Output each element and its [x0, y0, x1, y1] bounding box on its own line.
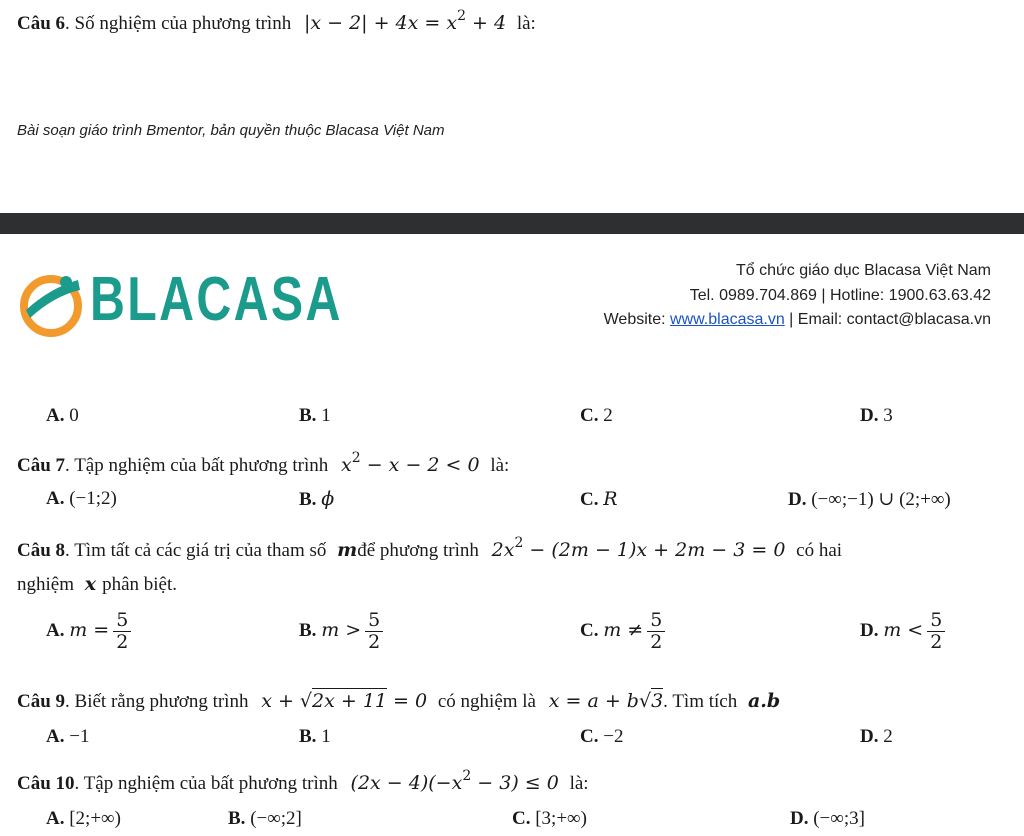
- option-label: D.: [788, 489, 807, 510]
- option-label: D.: [860, 405, 879, 426]
- option-value: (−∞;−1) ∪ (2;+∞): [811, 489, 951, 510]
- option-value: 3: [883, 405, 893, 426]
- option-value: ϕ: [321, 488, 335, 510]
- option-value: −1: [69, 726, 90, 747]
- q10-eq-part-b: − 3) ≤ 0: [471, 772, 559, 794]
- q7-option-a[interactable]: [46, 488, 117, 510]
- question-9-text: . Biết rằng phương trình: [65, 691, 249, 712]
- option-label: A.: [46, 488, 65, 509]
- fraction: [365, 610, 383, 653]
- question-7-equation: [341, 450, 480, 476]
- fraction-numerator: 5: [647, 610, 665, 632]
- option-label: B.: [299, 619, 317, 641]
- question-8-param: m: [337, 539, 358, 561]
- q10-option-d[interactable]: [790, 808, 865, 830]
- question-7-tail: là:: [490, 455, 510, 476]
- header-website-line: [604, 311, 991, 329]
- option-value: 2: [883, 726, 893, 747]
- q8-eq-exponent: 2: [514, 535, 524, 551]
- question-9-text-2: có nghiệm là: [437, 691, 536, 712]
- q7-option-d[interactable]: [788, 488, 951, 511]
- q9-eq-part-a: x +: [261, 690, 300, 712]
- question-8: [17, 535, 843, 562]
- question-6-tail: là:: [516, 13, 536, 34]
- question-10: [17, 768, 589, 795]
- fraction: [927, 610, 945, 653]
- option-label: C.: [580, 726, 599, 747]
- question-9-product: a.b: [747, 690, 781, 712]
- question-9-equation: [261, 690, 427, 712]
- website-label: Website:: [603, 311, 671, 328]
- q10-option-b[interactable]: [228, 808, 302, 830]
- option-value: R: [603, 488, 618, 510]
- q7-option-c[interactable]: [580, 488, 618, 511]
- sqrt-body: 3: [651, 690, 664, 712]
- fraction-denominator: 2: [116, 630, 129, 653]
- option-label: D.: [860, 726, 879, 747]
- question-8-equation: [491, 535, 786, 561]
- question-7: [17, 450, 510, 477]
- option-value: 2: [603, 405, 613, 426]
- question-8-line-2: [17, 573, 177, 596]
- option-label: B.: [228, 808, 246, 829]
- q9-option-a[interactable]: [46, 726, 89, 748]
- question-8-text: . Tìm tất cả các giá trị của tham số: [65, 540, 327, 561]
- option-value: 1: [321, 405, 331, 426]
- option-value: (−∞;2]: [250, 808, 302, 829]
- option-label: A.: [46, 808, 65, 829]
- q8-option-a[interactable]: [46, 610, 131, 653]
- question-8-text-2: để phương trình: [357, 540, 479, 561]
- question-9-label: Câu 9: [17, 691, 66, 712]
- option-lhs: m ≠: [603, 618, 644, 641]
- fraction-denominator: 2: [650, 630, 663, 653]
- question-7-label: Câu 7: [17, 455, 66, 476]
- q6-option-c[interactable]: [580, 405, 613, 427]
- q8-option-c[interactable]: [580, 610, 665, 653]
- option-label: D.: [860, 619, 879, 641]
- option-label: B.: [299, 405, 317, 426]
- q10-eq-part-a: (2x − 4)(−x: [350, 772, 463, 794]
- option-label: C.: [580, 405, 599, 426]
- option-label: B.: [299, 489, 317, 510]
- option-label: B.: [299, 726, 317, 747]
- q6-eq-part-a: |x − 2| + 4x = x: [303, 12, 458, 34]
- option-lhs: m <: [883, 618, 924, 641]
- q8-eq-part-a: 2x: [491, 539, 515, 561]
- blacasa-logo-text: BLACASA: [90, 265, 343, 334]
- page-separator-band: [0, 213, 1024, 234]
- option-label: C.: [580, 619, 599, 641]
- question-10-equation: [350, 768, 559, 794]
- q9-option-c[interactable]: [580, 726, 623, 748]
- fraction-numerator: 5: [365, 610, 383, 632]
- question-9-text-3: . Tìm tích: [663, 691, 738, 712]
- footer-copyright-note: Bài soạn giáo trình Bmentor, bản quyền thuộc Blacasa Việt Nam: [17, 122, 445, 139]
- q7-eq-part-a: x: [341, 454, 352, 476]
- option-label: A.: [46, 726, 65, 747]
- option-value: 0: [69, 405, 79, 426]
- option-label: A.: [46, 619, 65, 641]
- fraction-numerator: 5: [113, 610, 131, 632]
- question-9-solution: [549, 690, 663, 712]
- option-value: (−∞;3]: [813, 808, 865, 829]
- q6-eq-part-b: + 4: [466, 12, 507, 34]
- q6-option-d[interactable]: [860, 405, 893, 427]
- option-label: C.: [512, 808, 531, 829]
- question-8-tail: có hai: [796, 540, 843, 561]
- q7-eq-exponent: 2: [351, 450, 361, 466]
- option-value: −2: [603, 726, 624, 747]
- q6-eq-exponent: 2: [457, 8, 466, 24]
- option-lhs: m >: [321, 618, 362, 641]
- header-contact-phone: Tel. 0989.704.869 | Hotline: 1900.63.63.42: [689, 287, 991, 304]
- fraction-denominator: 2: [930, 630, 943, 653]
- option-value: [2;+∞): [69, 808, 121, 829]
- q10-option-c[interactable]: [512, 808, 587, 830]
- q8-line2-tail: phân biệt.: [102, 574, 178, 595]
- q9-option-b[interactable]: [299, 726, 331, 748]
- fraction: [647, 610, 665, 653]
- option-label: A.: [46, 405, 65, 426]
- option-label: C.: [580, 489, 599, 510]
- q10-eq-exponent: 2: [462, 768, 472, 784]
- header-org-name: Tổ chức giáo dục Blacasa Việt Nam: [736, 262, 991, 279]
- sqrt-sign: √: [638, 690, 652, 712]
- q6-option-a[interactable]: [46, 405, 79, 427]
- q9-option-d[interactable]: [860, 726, 893, 748]
- option-lhs: m =: [69, 618, 110, 641]
- fraction-numerator: 5: [927, 610, 945, 632]
- q7-eq-part-b: − x − 2 < 0: [360, 454, 480, 476]
- q8-eq-part-b: − (2m − 1)x + 2m − 3 = 0: [523, 539, 786, 561]
- question-10-label: Câu 10: [17, 773, 75, 794]
- q8-option-b[interactable]: [299, 610, 383, 653]
- q6-option-b[interactable]: [299, 405, 331, 427]
- question-8-label: Câu 8: [17, 540, 66, 561]
- question-6-equation: [303, 8, 507, 34]
- q8-variable: x: [84, 573, 97, 595]
- q9-eq-part-b: = 0: [387, 690, 428, 712]
- question-6-label: Câu 6: [17, 13, 66, 34]
- fraction-denominator: 2: [368, 630, 381, 653]
- email-text: | Email: contact@blacasa.vn: [784, 311, 991, 328]
- blacasa-logo-icon: [20, 270, 84, 338]
- q8-line2-text: nghiệm: [17, 574, 74, 595]
- option-value: 1: [321, 726, 331, 747]
- q7-option-b[interactable]: [299, 488, 334, 511]
- option-value: (−1;2): [69, 488, 117, 509]
- q9-eq-part-c: x = a + b: [548, 690, 639, 712]
- question-9: [17, 690, 780, 713]
- question-6: [17, 8, 536, 35]
- website-link[interactable]: www.blacasa.vn: [670, 311, 785, 328]
- question-10-tail: là:: [569, 773, 589, 794]
- sqrt-body: 2x + 11: [312, 690, 388, 712]
- question-6-text: . Số nghiệm của phương trình: [65, 13, 292, 34]
- sqrt-sign: √: [299, 690, 313, 712]
- question-10-text: . Tập nghiệm của bất phương trình: [74, 773, 338, 794]
- q8-option-d[interactable]: [860, 610, 945, 653]
- question-7-text: . Tập nghiệm của bất phương trình: [65, 455, 329, 476]
- option-label: D.: [790, 808, 809, 829]
- option-value: [3;+∞): [535, 808, 587, 829]
- fraction: [113, 610, 131, 653]
- q10-option-a[interactable]: [46, 808, 121, 830]
